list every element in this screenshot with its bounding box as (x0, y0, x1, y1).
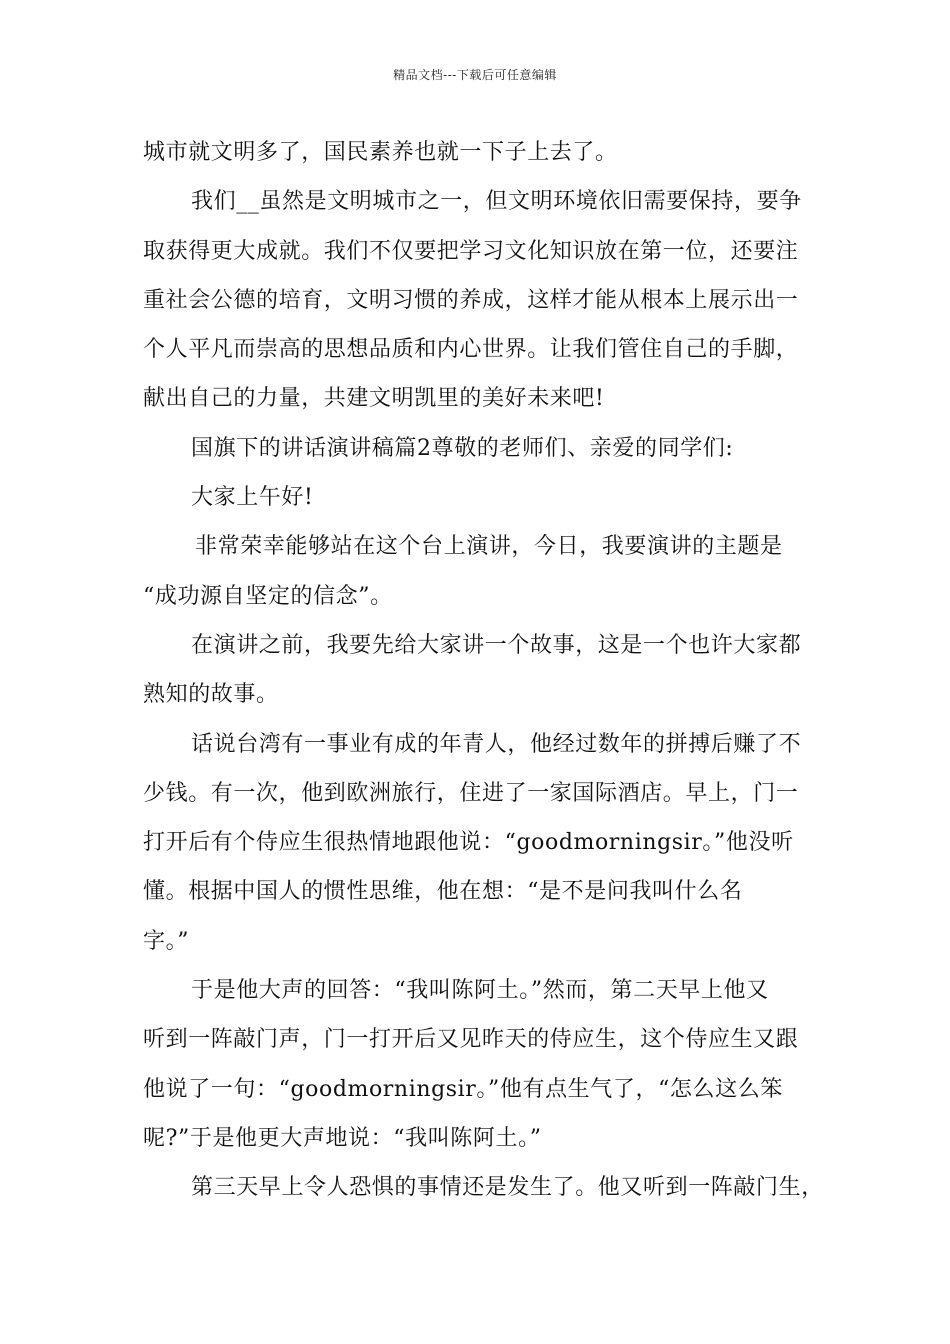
text-line: 非常荣幸能够站在这个台上演讲，今日，我要演讲的主题是 (195, 534, 783, 560)
text-line: 话说台湾有一事业有成的年青人，他经过数年的拼搏后赚了不 (191, 731, 802, 757)
text-line: 打开后有个侍应生很热情地跟他说：“goodmorningsir。”他没听 (143, 830, 794, 856)
text-line: 听到一阵敲门声，门一打开后又见昨天的侍应生，这个侍应生又跟 (143, 1027, 799, 1053)
text-line: 我们__虽然是文明城市之一，但文明环境依旧需要保持，要争 (191, 189, 802, 215)
text-line: “成功源自坚定的信念”。 (143, 583, 393, 609)
text-line: 个人平凡而崇高的思想品质和内心世界。让我们管住自己的手脚， (143, 337, 799, 363)
text-line: 第三天早上令人恐惧的事情还是发生了。他又听到一阵敲门生， (191, 1175, 824, 1201)
text-line: 献出自己的力量，共建文明凯里的美好未来吧! (143, 386, 605, 412)
page-header: 精品文档---下载后可任意编辑 (393, 68, 557, 82)
text-line: 熟知的故事。 (143, 682, 279, 708)
text-line: 取获得更大成就。我们不仅要把学习文化知识放在第一位，还要注 (143, 238, 799, 264)
text-line: 城市就文明多了，国民素养也就一下子上去了。 (143, 140, 618, 165)
text-line: 重社会公德的培育，文明习惯的养成，这样才能从根本上展示出一 (143, 287, 799, 313)
text-line: 大家上午好! (191, 485, 314, 511)
document-body (143, 128, 824, 1213)
text-line: 呢?”于是他更大声地说：“我叫陈阿土。” (143, 1125, 542, 1151)
text-line: 国旗下的讲话演讲稿篇2尊敬的老师们、亲爱的同学们: (191, 435, 734, 461)
text-line: 字。” (143, 928, 190, 954)
text-line: 懂。根据中国人的惯性思维，他在想：“是不是问我叫什么名 (143, 879, 743, 905)
text-line: 他说了一句：“goodmorningsir。”他有点生气了，“怎么这么笨 (143, 1076, 783, 1102)
text-line: 少钱。有一次，他到欧洲旅行，住进了一家国际酒店。早上，门一 (143, 780, 799, 806)
text-line: 于是他大声的回答：“我叫陈阿土。”然而，第二天早上他又 (191, 978, 769, 1004)
text-line: 在演讲之前，我要先给大家讲一个故事，这是一个也许大家都 (191, 632, 802, 658)
